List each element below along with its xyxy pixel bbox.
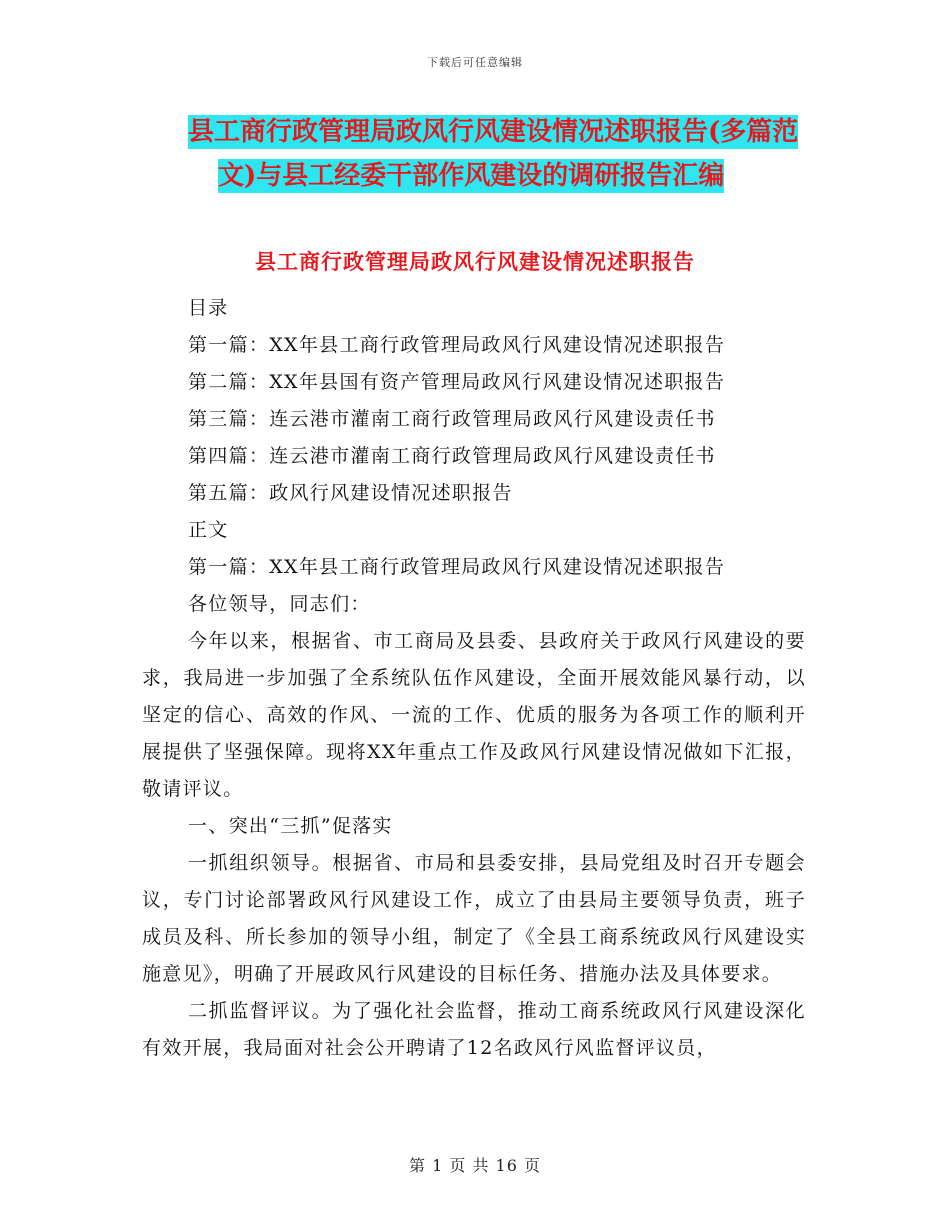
toc-item-2: 第二篇：XX年县国有资产管理局政风行风建设情况述职报告 xyxy=(188,371,726,393)
toc-item-3: 第三篇：连云港市灌南工商行政管理局政风行风建设责任书 xyxy=(188,408,716,430)
paragraph-3: 二抓监督评议。为了强化社会监督，推动工商系统政风行风建设深化有效开展，我局面对社会公开聘请了12名政风行风监督评议员， xyxy=(142,1000,806,1059)
document-title-line-1: 县工商行政管理局政风行风建设情况述职报告(多篇范 xyxy=(188,117,799,147)
first-article-title: 第一篇：XX年县工商行政管理局政风行风建设情况述职报告 xyxy=(188,556,726,578)
paragraph-2: 一抓组织领导。根据省、市局和县委安排，县局党组及时召开专题会议，专门讨论部署政风行风建设工作，成立了由县局主要领导负责，班子成员及科、所长参加的领导小组，制定了《全县工商系统政风行风建设实施意见》，明确了开展政风行风建设的目标任务、措施办法及具体要求。 xyxy=(142,852,806,985)
greeting: 各位领导，同志们： xyxy=(188,593,371,615)
header-note: 下载后可任意编辑 xyxy=(427,56,523,69)
toc-heading: 目录 xyxy=(188,297,229,319)
section-title: 县工商行政管理局政风行风建设情况述职报告 xyxy=(255,249,695,274)
toc-item-5: 第五篇：政风行风建设情况述职报告 xyxy=(188,482,513,504)
body-heading: 正文 xyxy=(188,519,229,541)
section-heading-1: 一、突出“三抓”促落实 xyxy=(188,815,393,837)
paragraph-1: 今年以来，根据省、市工商局及县委、县政府关于政风行风建设的要求，我局进一步加强了全系统队伍作风建设，全面开展效能风暴行动，以坚定的信心、高效的作风、一流的工作、优质的服务为各项工作的顺利开展提供了坚强保障。现将XX年重点工作及政风行风建设情况做如下汇报，敬请评议。 xyxy=(142,630,806,800)
document-title xyxy=(188,110,818,198)
document-title-line-2: 文)与县工经委干部作风建设的调研报告汇编 xyxy=(218,161,725,191)
toc-item-1: 第一篇：XX年县工商行政管理局政风行风建设情况述职报告 xyxy=(188,334,726,356)
document-body xyxy=(142,290,806,1067)
page-footer: 第 1 页 共 16 页 xyxy=(409,1156,541,1175)
toc-item-4: 第四篇：连云港市灌南工商行政管理局政风行风建设责任书 xyxy=(188,445,716,467)
